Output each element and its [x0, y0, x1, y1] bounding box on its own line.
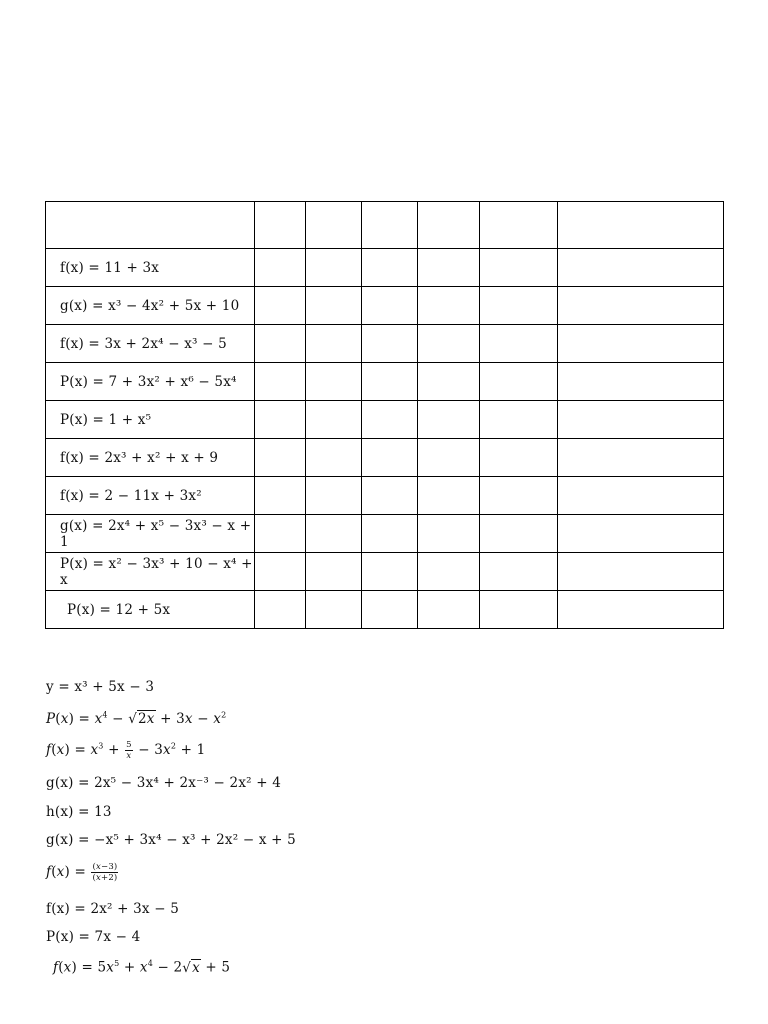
answer-cell [362, 249, 418, 287]
list-item: $f(x) = 5x^5 + x^4 - 2√x + 5$ [53, 959, 231, 976]
table-body [46, 202, 724, 629]
answer-cell [558, 325, 724, 363]
answer-cell [418, 401, 480, 439]
function-cell: f(x) = 2x³ + x² + x + 9 [46, 439, 255, 477]
list-item: g(x) = −x⁵ + 3x⁴ − x³ + 2x² − x + 5 [46, 832, 296, 848]
answer-cell [418, 363, 480, 401]
table-row [46, 515, 724, 553]
answer-cell [306, 515, 362, 553]
answer-cell [418, 439, 480, 477]
table-row [46, 249, 724, 287]
answer-cell [558, 202, 724, 249]
table-row [46, 363, 724, 401]
answer-cell [558, 553, 724, 591]
answer-cell [255, 553, 306, 591]
list-item: h(x) = 13 [46, 804, 112, 820]
function-cell: g(x) = x³ − 4x² + 5x + 10 [46, 287, 255, 325]
answer-cell [362, 287, 418, 325]
list-item: P(x) = 7x − 4 [46, 929, 141, 945]
fraction: $\frac{5}{x}$ [126, 740, 132, 761]
answer-cell [306, 553, 362, 591]
answer-cell [255, 249, 306, 287]
answer-cell [255, 591, 306, 629]
answer-cell [480, 553, 558, 591]
answer-cell [306, 439, 362, 477]
answer-cell [306, 249, 362, 287]
table-row [46, 325, 724, 363]
header-cell [46, 202, 255, 249]
function-cell: P(x) = 12 + 5x [46, 591, 255, 629]
worksheet-table [45, 201, 724, 629]
answer-cell [480, 287, 558, 325]
answer-cell [255, 202, 306, 249]
answer-cell [418, 287, 480, 325]
list-item-text: $P(x) = x^4 - √2x + 3x - x^2$ [46, 710, 227, 727]
answer-cell [418, 515, 480, 553]
list-item: f(x) = 2x² + 3x − 5 [46, 901, 180, 917]
sqrt-symbol: √2x [128, 710, 155, 727]
answer-cell [255, 287, 306, 325]
table-row [46, 477, 724, 515]
answer-cell [480, 363, 558, 401]
header-row [46, 202, 724, 249]
answer-cell [255, 477, 306, 515]
answer-cell [418, 477, 480, 515]
function-cell: f(x) = 2 − 11x + 3x² [46, 477, 255, 515]
answer-cell [480, 591, 558, 629]
list-item [46, 710, 226, 727]
answer-cell [480, 477, 558, 515]
sqrt-symbol: √x [182, 959, 200, 976]
answer-cell [558, 515, 724, 553]
list-item: f(x) = $\frac{(x-3)}{(x+2)}$ [46, 862, 118, 883]
answer-cell [362, 515, 418, 553]
answer-cell [418, 591, 480, 629]
answer-cell [558, 401, 724, 439]
answer-cell [306, 363, 362, 401]
answer-cell [362, 553, 418, 591]
function-cell: P(x) = x² − 3x³ + 10 − x⁴ + x [46, 553, 255, 591]
answer-cell [362, 401, 418, 439]
function-cell: f(x) = 11 + 3x [46, 249, 255, 287]
function-cell: P(x) = 1 + x⁵ [46, 401, 255, 439]
answer-cell [306, 202, 362, 249]
answer-cell [558, 363, 724, 401]
answer-cell [362, 591, 418, 629]
list-item: g(x) = 2x⁵ − 3x⁴ + 2x⁻³ − 2x² + 4 [46, 775, 282, 791]
answer-cell [255, 439, 306, 477]
function-cell: P(x) = 7 + 3x² + x⁶ − 5x⁴ [46, 363, 255, 401]
answer-cell [362, 202, 418, 249]
answer-cell [480, 202, 558, 249]
table-row [46, 287, 724, 325]
answer-cell [362, 439, 418, 477]
answer-cell [480, 401, 558, 439]
list-item: $f(x) = x^3$ + $\frac{5}{x}$ − $3x^2 + 1$ [46, 740, 206, 761]
answer-cell [558, 477, 724, 515]
answer-cell [255, 363, 306, 401]
answer-cell [418, 553, 480, 591]
answer-cell [558, 287, 724, 325]
answer-cell [362, 477, 418, 515]
answer-cell [558, 439, 724, 477]
table-row [46, 439, 724, 477]
table-row [46, 401, 724, 439]
answer-cell [480, 249, 558, 287]
answer-cell [255, 325, 306, 363]
function-cell: f(x) = 3x + 2x⁴ − x³ − 5 [46, 325, 255, 363]
answer-cell [255, 401, 306, 439]
answer-cell [558, 249, 724, 287]
table-row [46, 591, 724, 629]
answer-cell [480, 325, 558, 363]
answer-cell [306, 401, 362, 439]
answer-cell [362, 325, 418, 363]
answer-cell [306, 325, 362, 363]
fraction: $\frac{(x-3)}{(x+2)}$ [92, 862, 118, 883]
table-row [46, 553, 724, 591]
answer-cell [418, 325, 480, 363]
answer-cell [306, 591, 362, 629]
answer-cell [418, 249, 480, 287]
answer-cell [418, 202, 480, 249]
answer-cell [306, 477, 362, 515]
answer-cell [255, 515, 306, 553]
answer-cell [480, 439, 558, 477]
answer-cell [362, 363, 418, 401]
answer-cell [480, 515, 558, 553]
answer-cell [558, 591, 724, 629]
list-item: y = x³ + 5x − 3 [46, 679, 155, 695]
answer-cell [306, 287, 362, 325]
function-cell: g(x) = 2x⁴ + x⁵ − 3x³ − x + 1 [46, 515, 255, 553]
